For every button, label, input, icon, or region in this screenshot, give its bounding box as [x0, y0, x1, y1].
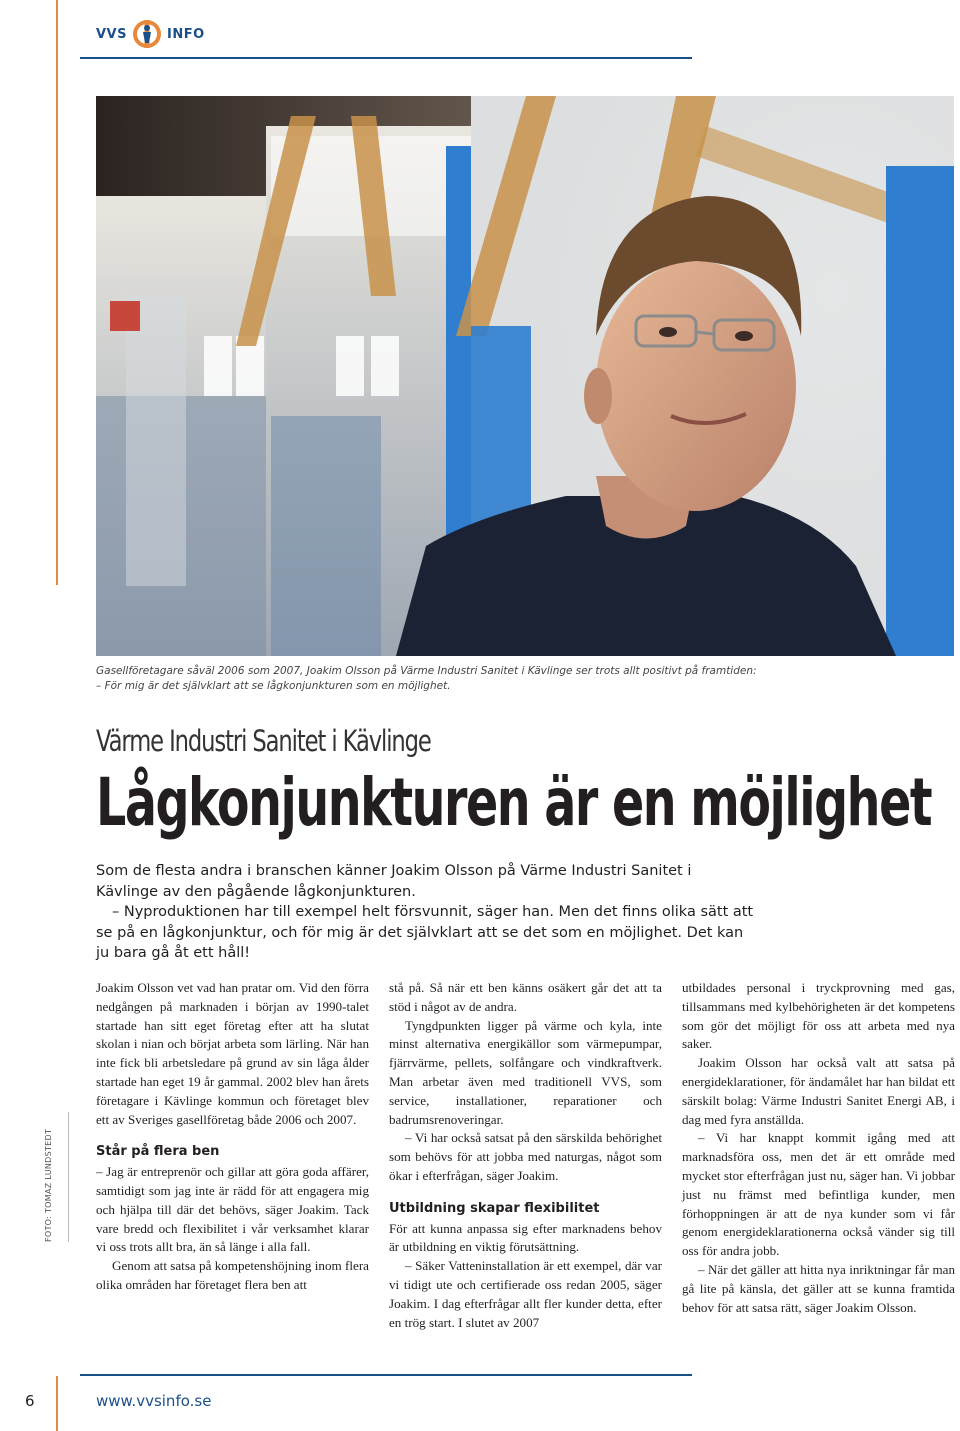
caption-line: Gasellföretagare såväl 2006 som 2007, Joakim Olsson på Värme Industri Sanitet i Kävlinge ser trots allt positivt på framtiden: [96, 665, 757, 677]
caption-line: – För mig är det självklart att se lågkonjunkturen som en möjlighet. [96, 680, 451, 692]
photo-credit-area [44, 1118, 60, 1248]
lead-paragraph: Som de flesta andra i branschen känner Joakim Olsson på Värme Industri Sanitet i Kävlinge av den pågående lågkonjunkturen. [96, 863, 692, 900]
vvs-info-logo [96, 17, 205, 51]
body-paragraph: stå på. Så när ett ben känns osäkert går det att ta stöd i något av de andra. [389, 980, 662, 1014]
body-paragraph: – Säker Vatteninstallation är ett exempel, där var vi tidigt ute och certifierade oss redan 2005, säger Joakim. I dag efterfrågar allt fler kunder detta, efter en trög start. I slutet av 2007 [389, 1258, 662, 1330]
subheading: Står på flera ben [96, 1144, 220, 1160]
logo-text-left: VVS [96, 26, 127, 42]
portrait-photo [96, 96, 954, 656]
logo-mark-icon [132, 19, 162, 49]
body-column-2 [389, 979, 662, 1332]
logo-text-right: INFO [167, 26, 205, 42]
photo-caption [96, 664, 856, 694]
lead-paragraph: – Nyproduktionen har till exempel helt försvunnit, säger han. Men det finns olika sätt att se på en lågkonjunktur, och för mig är det självklart att se det som en möjlighet. Det kan ju bara gå åt ett håll! [96, 904, 754, 961]
body-paragraph: – Vi har också satsat på den särskilda behörighet som behövs för att jobba med naturgas, något som ökar i efterfrågan, säger Joakim. [389, 1130, 662, 1183]
photo-credit: FOTO: TOMAZ LUNDSTEDT [44, 1128, 53, 1242]
body-paragraph: Tyngdpunkten ligger på värme och kyla, inte minst alternativa energikällor som värmepumpar, fjärrvärme, pellets, solfångare och vindkraftverk. Man arbetar även med traditionell VVS, som service, installationer, reparationer och badrumsrenoveringar. [389, 1017, 662, 1127]
body-paragraph: – Vi har knappt kommit igång med att marknadsföra oss, men det är ett område med mycket stor efterfrågan just nu, säger han. Vi jobbar just nu främst med befintliga kunder, men förhoppningen är att de nya kunder som vi får genom energideklarationerna också vänder sig till oss för andra jobb. [682, 1130, 955, 1259]
footer-url-link[interactable]: www.vvsinfo.se [96, 1392, 212, 1410]
body-paragraph: För att kunna anpassa sig efter marknadens behov är utbildning en viktig förutsättning. [389, 1220, 662, 1255]
article-lead [96, 861, 756, 964]
body-paragraph: – Jag är entreprenör och gillar att göra goda affärer, samtidigt som jag inte är rädd för att engagera mig och hjälpa till där det behövs, säger Joakim. Tack vare bredd och flexibilitet i vår verksamhet klarar vi oss trots allt bra, än så länge i alla fall. [96, 1164, 369, 1255]
body-paragraph: Joakim Olsson vet vad han pratar om. Vid den förra nedgången på marknaden i början av 1990-talet startade han sitt eget företag efter att ha slutat skolan i nian och börjat arbeta som lärling. När han inte fick bli arbetsledare på grund av sin låga ålder startade han eget 19 år gammal. 2002 blev han årets företagare i Kävlinge kommun och företaget blev ett av Sveriges gasellföretag både 2006 och 2007. [96, 980, 369, 1127]
body-paragraph: Joakim Olsson har också valt att satsa på energideklarationer, för ändamålet har han bildat ett särskilt bolag: Värme Industri Sanitet Energi AB, i dag med fyra anställda. [682, 1055, 955, 1127]
article-kicker: Värme Industri Sanitet i Kävlinge [96, 724, 431, 758]
body-column-3 [682, 979, 955, 1317]
accent-line-top [56, 0, 58, 585]
article-headline: Lågkonjunkturen är en möjlighet [96, 764, 932, 841]
accent-line-bottom [56, 1376, 58, 1431]
page-number: 6 [25, 1392, 35, 1410]
body-column-1 [96, 979, 369, 1295]
body-paragraph: – När det gäller att hitta nya inriktningar får man gå lite på känsla, det gäller att se kunna framtida behov för att satsa rätt, säger Joakim Olsson. [682, 1261, 955, 1315]
body-paragraph: Genom att satsa på kompetenshöjning inom flera olika områden har företaget flera ben att [96, 1258, 369, 1292]
header-rule [80, 57, 692, 59]
body-paragraph: utbildades personal i tryckprovning med gas, tillsammans med kylbehörigheten är det kompetens som gör det möjligt för oss att arbeta med nya saker. [682, 980, 955, 1052]
footer-rule [80, 1374, 692, 1376]
subheading: Utbildning skapar flexibilitet [389, 1200, 600, 1216]
credit-rule [68, 1112, 69, 1242]
